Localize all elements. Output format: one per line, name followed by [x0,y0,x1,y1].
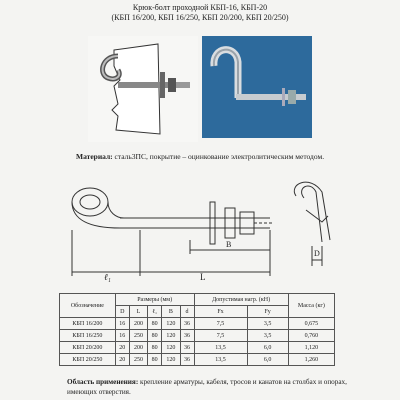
cell-d-upper: 20 [115,342,129,354]
cell-b: 120 [162,318,181,330]
header-l1: ℓ₁ [148,306,162,318]
header-fx: Fx [194,306,247,318]
header-load: Допустимая нагр. (кН) [194,294,288,306]
header-mass: Масса (кг) [288,294,334,318]
dimension-label-d: D [314,249,320,258]
dimension-label-b: B [226,240,232,249]
cell-mass: 1,260 [288,354,334,366]
cell-fy: 3,5 [247,318,288,330]
cell-designation: КБП 20/200 [60,342,116,354]
cell-l1: 80 [148,330,162,342]
table-row [60,330,335,342]
cell-fx: 7,5 [194,318,247,330]
cell-d-upper: 16 [115,318,129,330]
material-text: сталь3ПС, покрытие – оцинкование электролитическим методом. [112,152,325,161]
material-line [76,152,324,161]
cell-fy: 6,0 [247,342,288,354]
application-text: крепление арматуры, кабеля, тросов и канатов на столбах и опорах, имеющих отверстия. [67,378,347,396]
document-subtitle: (КБП 16/200, КБП 16/250, КБП 20/200, КБП 20/250) [111,13,289,22]
table-row [60,354,335,366]
table-row [60,318,335,330]
header-fy: Fy [247,306,288,318]
cell-fx: 13,5 [194,342,247,354]
cell-l: 250 [129,354,148,366]
installation-photo [88,36,198,142]
cell-b: 120 [162,342,181,354]
cell-l: 200 [129,342,148,354]
specification-table [59,293,335,366]
cell-fx: 13,5 [194,354,247,366]
table-row [60,342,335,354]
material-label: Материал: [76,152,113,161]
cell-l1: 80 [148,318,162,330]
cell-designation: КБП 16/250 [60,330,116,342]
cell-fy: 3,5 [247,330,288,342]
cell-l: 250 [129,330,148,342]
header-l: L [129,306,148,318]
cell-b: 120 [162,354,181,366]
cell-d-lower: 36 [180,318,194,330]
header-dimensions: Размеры (мм) [115,294,194,306]
cell-d-lower: 36 [180,354,194,366]
header-designation: Обозначение [60,294,116,318]
table-header-row [60,294,335,306]
cell-designation: КБП 16/200 [60,318,116,330]
dimension-label-l: L [200,272,206,282]
product-photo [202,36,312,138]
application-label: Область применения: [67,378,139,386]
cell-designation: КБП 20/250 [60,354,116,366]
header-d-lower: d [180,306,194,318]
cell-d-lower: 36 [180,330,194,342]
dimension-label-l1: ℓ₁ [104,272,111,282]
cell-fx: 7,5 [194,330,247,342]
header-b: B [162,306,181,318]
application-paragraph [67,377,367,397]
document-title: Крюк-болт проходной КБП-16, КБП-20 [132,3,268,12]
cell-l1: 80 [148,354,162,366]
cell-d-upper: 16 [115,330,129,342]
cell-l1: 80 [148,342,162,354]
cell-l: 200 [129,318,148,330]
cell-b: 120 [162,330,181,342]
cell-mass: 0,675 [288,318,334,330]
technical-drawing [60,170,400,288]
cell-mass: 1,120 [288,342,334,354]
cell-mass: 0,760 [288,330,334,342]
cell-d-upper: 20 [115,354,129,366]
cell-fy: 6,0 [247,354,288,366]
cell-d-lower: 36 [180,342,194,354]
header-d-upper: D [115,306,129,318]
